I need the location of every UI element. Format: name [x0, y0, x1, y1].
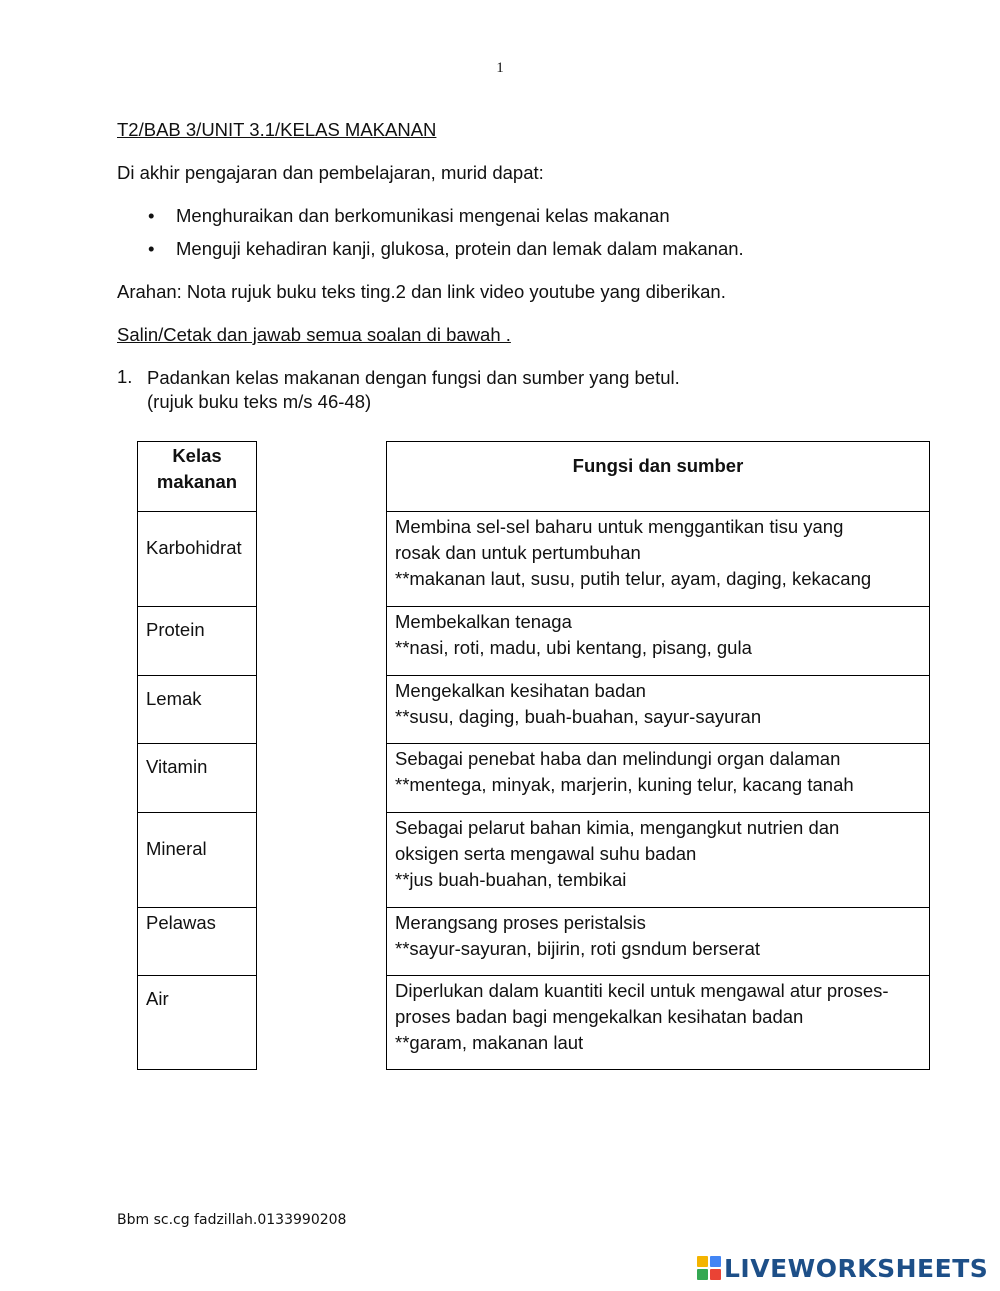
question-reference: (rujuk buku teks m/s 46-48): [147, 391, 372, 412]
question-text: [147, 366, 680, 414]
function-source-table: [386, 441, 930, 1070]
food-class-lemak[interactable]: Lemak: [138, 676, 256, 744]
function-row-3[interactable]: Mengekalkan kesihatan badan **susu, daging, buah-buahan, sayur-sayuran: [387, 676, 929, 744]
food-class-header: Kelas makanan: [138, 442, 256, 512]
question-number: 1.: [117, 366, 133, 387]
instruction-text: Arahan: Nota rujuk buku teks ting.2 dan link video youtube yang diberikan.: [117, 281, 726, 302]
function-row-1[interactable]: Membina sel-sel baharu untuk menggantikan tisu yang rosak dan untuk pertumbuhan **makanan laut, susu, putih telur, ayam, daging, kekacang: [387, 512, 929, 607]
intro-text: Di akhir pengajaran dan pembelajaran, murid dapat:: [117, 162, 544, 183]
food-class-vitamin[interactable]: Vitamin: [138, 744, 256, 813]
food-class-karbohidrat[interactable]: Karbohidrat: [138, 512, 256, 607]
function-row-6[interactable]: Merangsang proses peristalsis **sayur-sayuran, bijirin, roti gsndum berserat: [387, 908, 929, 976]
food-class-air[interactable]: Air: [146, 988, 169, 1009]
function-row-4[interactable]: Sebagai penebat haba dan melindungi organ dalaman **mentega, minyak, marjerin, kuning telur, kacang tanah: [387, 744, 929, 813]
page-number: 1: [496, 60, 504, 76]
food-class-mineral[interactable]: Mineral: [138, 813, 256, 908]
logo-square: [710, 1256, 721, 1267]
bullet-icon: •: [148, 205, 155, 226]
liveworksheets-logo[interactable]: [697, 1252, 988, 1284]
bullet-icon: •: [148, 238, 155, 259]
food-class-table: [137, 441, 257, 1070]
logo-mark-icon: [697, 1256, 721, 1280]
question-line: Padankan kelas makanan dengan fungsi dan sumber yang betul.: [147, 367, 680, 388]
logo-square: [697, 1269, 708, 1280]
function-row-2[interactable]: Membekalkan tenaga **nasi, roti, madu, ubi kentang, pisang, gula: [387, 607, 929, 676]
logo-square: [697, 1256, 708, 1267]
food-class-pelawas[interactable]: Pelawas: [138, 908, 256, 976]
task-text: Salin/Cetak dan jawab semua soalan di bawah .: [117, 324, 511, 345]
food-class-protein[interactable]: Protein: [138, 607, 256, 676]
footer-credit: Bbm sc.cg fadzillah.0133990208: [117, 1212, 347, 1228]
logo-square: [710, 1269, 721, 1280]
logo-text: LIVEWORKSHEETS: [724, 1253, 989, 1283]
function-source-header: Fungsi dan sumber: [387, 442, 929, 512]
function-row-5[interactable]: Sebagai pelarut bahan kimia, mengangkut nutrien dan oksigen serta mengawal suhu badan **jus buah-buahan, tembikai: [387, 813, 929, 908]
worksheet-heading: T2/BAB 3/UNIT 3.1/KELAS MAKANAN: [117, 119, 437, 140]
function-row-7[interactable]: Diperlukan dalam kuantiti kecil untuk mengawal atur proses- proses badan bagi mengekalkan kesihatan badan **garam, makanan laut: [395, 980, 889, 1053]
objective-text: Menguji kehadiran kanji, glukosa, protein dan lemak dalam makanan.: [176, 238, 744, 259]
objective-text: Menghuraikan dan berkomunikasi mengenai kelas makanan: [176, 205, 670, 226]
